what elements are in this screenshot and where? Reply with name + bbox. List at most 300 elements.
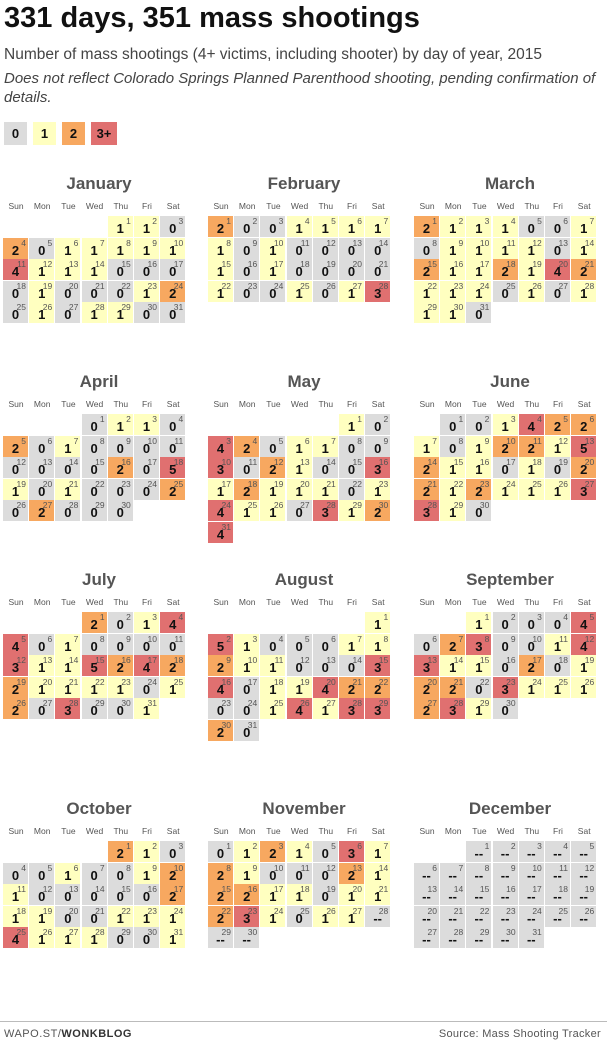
weekday-label: Sun: [213, 201, 229, 211]
day-cell: [55, 677, 80, 698]
day-count: 1: [449, 264, 457, 280]
day-number: 4: [252, 435, 258, 446]
day-count: 0: [11, 307, 20, 323]
day-count: 2: [422, 264, 431, 280]
day-number: 2: [252, 841, 258, 851]
day-number: 4: [510, 216, 516, 226]
day-count: 4: [216, 440, 225, 456]
day-number: 27: [584, 478, 595, 489]
day-cell: [29, 884, 54, 905]
day-cell: [493, 655, 518, 676]
day-cell: [519, 414, 544, 435]
weekday-label: Fri: [347, 399, 357, 409]
day-number: 25: [300, 280, 310, 291]
day-count: 0: [475, 505, 483, 521]
day-number: 23: [121, 676, 131, 687]
day-cell: [339, 436, 364, 457]
day-number: 9: [252, 237, 258, 248]
day-cell: [440, 500, 465, 521]
day-cell: [545, 884, 570, 905]
weekday-label: Wed: [290, 826, 309, 836]
day-number: 31: [247, 720, 258, 730]
day-cell: [29, 927, 54, 948]
day-number: 5: [21, 633, 26, 644]
day-number: 29: [121, 927, 131, 938]
day-number: 5: [331, 216, 336, 226]
day-number: 2: [252, 216, 258, 226]
day-cell: [55, 634, 80, 655]
day-count: 0: [475, 307, 483, 323]
day-count: 1: [553, 638, 562, 654]
weekday-label: Fri: [553, 201, 563, 211]
day-cell: [414, 698, 439, 719]
day-cell: [545, 634, 570, 655]
day-number: 19: [16, 478, 26, 489]
day-count: 0: [90, 638, 98, 654]
weekday-label: Thu: [318, 201, 334, 211]
day-number: 28: [453, 927, 464, 938]
day-cell: [287, 281, 312, 302]
day-number: 27: [68, 302, 79, 313]
day-cell: [545, 906, 570, 927]
day-count: 2: [216, 867, 225, 883]
day-number: 25: [273, 698, 284, 709]
day-cell: [134, 238, 159, 259]
month-august: [208, 570, 408, 775]
weekday-label: Tue: [266, 201, 281, 211]
day-count: 4: [142, 660, 151, 676]
day-count: 1: [269, 264, 277, 280]
subtitle: Number of mass shootings (4+ victims, including shooter) by day of year, 2015: [4, 46, 543, 63]
weekday-label: Sat: [371, 597, 385, 607]
day-cell: [313, 479, 338, 500]
day-count: 0: [295, 660, 303, 676]
day-count: 1: [475, 462, 483, 478]
day-cell: [287, 634, 312, 655]
day-number: 23: [378, 478, 389, 489]
day-number: 19: [16, 676, 26, 687]
day-number: 11: [17, 884, 26, 895]
day-number: 12: [584, 862, 595, 873]
day-number: 11: [274, 655, 284, 666]
day-count: 2: [347, 867, 356, 883]
day-cell: [3, 863, 28, 884]
day-cell: [3, 677, 28, 698]
month-title: December: [468, 799, 552, 818]
month-december: [414, 799, 607, 1004]
day-cell: [493, 884, 518, 905]
day-cell: [339, 457, 364, 478]
day-count: 0: [295, 242, 303, 258]
day-cell: [339, 216, 364, 237]
day-cell: [339, 677, 364, 698]
day-count: --: [500, 889, 510, 905]
day-number: 21: [453, 676, 464, 687]
day-count: 2: [11, 440, 20, 456]
day-number: 23: [506, 905, 516, 916]
day-cell: [160, 655, 185, 676]
day-cell: [414, 634, 439, 655]
day-count: 1: [449, 462, 457, 478]
day-number: 5: [21, 435, 26, 446]
day-count: 5: [90, 660, 98, 676]
day-cell: [234, 884, 259, 905]
day-number: 20: [326, 676, 336, 687]
day-count: 1: [64, 867, 72, 883]
day-cell: [29, 500, 54, 521]
day-number: 4: [178, 612, 184, 622]
day-number: 29: [479, 927, 490, 938]
day-cell: [365, 238, 390, 259]
day-cell: [208, 259, 233, 280]
day-count: 3: [580, 483, 588, 499]
day-count: 0: [116, 483, 124, 499]
day-cell: [493, 927, 518, 948]
day-number: 8: [432, 237, 437, 248]
day-count: --: [553, 910, 562, 926]
footer-source: Source: Mass Shooting Tracker: [438, 1028, 601, 1040]
day-number: 17: [147, 457, 157, 468]
day-cell: [339, 884, 364, 905]
day-number: 8: [226, 862, 231, 873]
day-cell: [466, 281, 491, 302]
day-count: 0: [116, 889, 124, 905]
day-count: 0: [38, 703, 46, 719]
day-cell: [82, 302, 107, 323]
day-count: 0: [243, 725, 251, 740]
day-cell: [108, 841, 133, 862]
weekday-label: Mon: [238, 826, 256, 836]
day-cell: [160, 238, 185, 259]
day-count: --: [474, 867, 484, 883]
day-cell: [29, 259, 54, 280]
day-number: 30: [147, 302, 157, 313]
day-number: 3: [278, 216, 284, 226]
day-count: 0: [295, 638, 303, 654]
day-number: 21: [427, 478, 437, 489]
day-cell: [493, 238, 518, 259]
day-number: 16: [147, 259, 157, 270]
day-number: 14: [427, 457, 437, 468]
day-cell: [466, 634, 491, 655]
day-count: 1: [347, 889, 356, 905]
day-count: 0: [321, 660, 329, 676]
day-number: 2: [152, 216, 157, 226]
day-number: 1: [99, 414, 105, 424]
weekday-label: Tue: [472, 597, 487, 607]
day-cell: [545, 479, 570, 500]
day-number: 9: [152, 862, 157, 873]
day-number: 3: [178, 216, 184, 226]
day-cell: [313, 698, 338, 719]
weekday-label: Wed: [85, 399, 104, 409]
weekday-label: Wed: [496, 597, 515, 607]
day-number: 19: [584, 655, 595, 666]
day-cell: [208, 655, 233, 676]
day-cell: [365, 479, 390, 500]
day-number: 3: [252, 633, 258, 644]
day-number: 13: [68, 259, 79, 270]
day-count: 3: [422, 660, 431, 676]
weekday-label: Mon: [33, 597, 51, 607]
day-number: 18: [247, 478, 258, 489]
day-number: 9: [126, 435, 131, 446]
day-count: 0: [169, 264, 177, 280]
day-cell: [208, 522, 233, 543]
day-cell: [29, 634, 54, 655]
day-count: 1: [269, 910, 277, 926]
day-number: 14: [68, 457, 79, 468]
day-cell: [55, 238, 80, 259]
day-number: 15: [221, 259, 231, 270]
day-cell: [365, 414, 390, 435]
day-cell: [55, 863, 80, 884]
day-count: 1: [38, 681, 46, 697]
day-cell: [108, 259, 133, 280]
day-cell: [134, 302, 159, 323]
day-count: 2: [216, 889, 225, 905]
day-number: 16: [221, 676, 231, 687]
day-number: 10: [273, 237, 284, 248]
month-july: [3, 570, 203, 775]
day-number: 3: [152, 612, 157, 622]
day-number: 29: [121, 302, 131, 313]
day-count: 0: [422, 638, 431, 654]
day-count: --: [526, 889, 536, 905]
day-number: 4: [304, 216, 310, 226]
day-cell: [160, 457, 185, 478]
day-cell: [29, 863, 54, 884]
day-cell: [339, 281, 364, 302]
day-cell: [287, 479, 312, 500]
day-count: 2: [422, 483, 431, 499]
day-cell: [234, 863, 259, 884]
day-number: 3: [152, 414, 157, 424]
day-count: 1: [269, 505, 277, 521]
day-count: 2: [580, 264, 588, 280]
day-count: --: [422, 932, 431, 948]
day-cell: [208, 281, 233, 302]
day-number: 5: [304, 633, 310, 644]
day-count: 0: [90, 462, 98, 478]
day-count: 1: [216, 285, 225, 301]
day-number: 10: [173, 862, 184, 873]
day-count: 0: [321, 242, 329, 258]
day-cell: [160, 841, 185, 862]
month-title: February: [267, 174, 341, 193]
day-cell: [440, 927, 465, 948]
day-number: 16: [378, 457, 389, 468]
day-number: 21: [378, 884, 389, 895]
day-cell: [414, 927, 439, 948]
weekday-label: Mon: [238, 201, 256, 211]
month-may: [208, 372, 408, 577]
day-count: 0: [243, 703, 251, 719]
day-count: 0: [295, 505, 303, 521]
day-cell: [260, 677, 285, 698]
day-cell: [3, 479, 28, 500]
day-cell: [55, 479, 80, 500]
day-count: --: [579, 846, 589, 861]
month-february: [208, 174, 408, 379]
day-number: 21: [352, 676, 362, 687]
day-cell: [82, 457, 107, 478]
day-count: 1: [216, 483, 225, 499]
day-count: 1: [216, 242, 225, 258]
month-title: November: [262, 799, 346, 818]
day-cell: [493, 259, 518, 280]
day-cell: [519, 479, 544, 500]
day-cell: [571, 479, 596, 500]
day-number: 11: [174, 633, 184, 644]
day-count: 2: [243, 889, 251, 905]
legend-swatch: 2: [62, 122, 85, 145]
day-number: 17: [147, 655, 157, 666]
day-count: 1: [64, 264, 72, 280]
day-number: 18: [558, 655, 568, 666]
day-number: 11: [174, 435, 184, 446]
day-count: 1: [90, 932, 98, 948]
day-count: 0: [269, 221, 277, 236]
day-number: 11: [300, 237, 310, 248]
day-number: 20: [352, 884, 362, 895]
day-count: 1: [501, 242, 509, 258]
day-cell: [339, 655, 364, 676]
day-count: 1: [374, 889, 382, 905]
day-number: 2: [383, 414, 389, 424]
day-count: 1: [295, 681, 303, 697]
month-title: January: [66, 174, 132, 193]
day-cell: [414, 906, 439, 927]
day-number: 15: [479, 655, 490, 666]
day-number: 26: [42, 927, 53, 938]
day-number: 5: [278, 435, 284, 446]
day-cell: [466, 655, 491, 676]
day-count: 2: [422, 703, 431, 719]
day-count: 0: [11, 285, 20, 301]
day-cell: [29, 238, 54, 259]
day-cell: [108, 634, 133, 655]
day-count: 0: [169, 846, 177, 861]
day-number: 13: [427, 884, 437, 895]
day-cell: [414, 500, 439, 521]
day-count: 0: [38, 889, 46, 905]
day-number: 3: [278, 841, 284, 851]
day-number: 23: [247, 905, 258, 916]
day-count: 0: [553, 617, 562, 632]
day-cell: [134, 677, 159, 698]
day-count: 1: [116, 910, 124, 926]
day-number: 19: [300, 676, 310, 687]
day-cell: [313, 863, 338, 884]
weekday-label: Sun: [8, 826, 24, 836]
day-count: 3: [347, 846, 356, 861]
day-number: 17: [532, 884, 542, 895]
day-cell: [234, 216, 259, 237]
day-count: 1: [142, 617, 151, 632]
month-september: [414, 570, 607, 775]
day-number: 20: [352, 259, 362, 270]
day-number: 12: [300, 655, 310, 666]
weekday-label: Fri: [347, 597, 357, 607]
weekday-label: Sun: [419, 399, 435, 409]
day-cell: [108, 436, 133, 457]
weekday-label: Thu: [318, 597, 334, 607]
day-count: --: [422, 889, 431, 905]
day-number: 17: [173, 259, 184, 270]
day-count: 4: [553, 264, 562, 280]
day-number: 15: [479, 884, 490, 895]
day-cell: [55, 655, 80, 676]
month-march: [414, 174, 607, 379]
day-cell: [108, 927, 133, 948]
day-count: 2: [501, 440, 509, 456]
day-cell: [108, 500, 133, 521]
day-count: 1: [321, 910, 329, 926]
weekday-label: Sun: [8, 399, 24, 409]
weekday-label: Mon: [444, 399, 462, 409]
day-number: 29: [378, 698, 389, 709]
day-cell: [545, 612, 570, 633]
day-cell: [313, 259, 338, 280]
day-count: 2: [501, 264, 509, 280]
weekday-label: Sat: [166, 201, 180, 211]
day-count: 0: [347, 462, 356, 478]
day-cell: [440, 698, 465, 719]
weekday-label: Thu: [524, 826, 540, 836]
day-number: 28: [378, 280, 389, 291]
day-number: 15: [121, 259, 131, 270]
day-number: 30: [506, 698, 516, 709]
weekday-label: Sat: [577, 201, 591, 211]
day-count: 1: [449, 505, 457, 521]
day-count: 2: [90, 617, 98, 632]
day-count: 2: [216, 660, 225, 676]
day-count: 1: [449, 242, 457, 258]
day-cell: [365, 457, 390, 478]
day-cell: [160, 302, 185, 323]
day-cell: [313, 281, 338, 302]
day-number: 16: [121, 457, 131, 468]
weekday-label: Sun: [419, 201, 435, 211]
day-cell: [29, 906, 54, 927]
day-cell: [440, 436, 465, 457]
day-cell: [313, 500, 338, 521]
day-cell: [134, 655, 159, 676]
day-number: 21: [95, 905, 105, 916]
day-number: 15: [95, 655, 105, 666]
day-number: 2: [126, 612, 131, 622]
day-number: 10: [147, 435, 157, 446]
day-cell: [234, 457, 259, 478]
day-count: 0: [295, 867, 303, 883]
day-count: 1: [553, 440, 562, 456]
footer-credit[interactable]: [4, 1028, 132, 1040]
day-number: 12: [532, 237, 542, 248]
day-cell: [493, 436, 518, 457]
day-cell: [571, 612, 596, 633]
day-number: 2: [458, 216, 464, 226]
day-cell: [260, 906, 285, 927]
day-cell: [414, 302, 439, 323]
day-count: 0: [90, 483, 98, 499]
day-number: 7: [458, 633, 464, 644]
day-cell: [260, 281, 285, 302]
day-cell: [339, 863, 364, 884]
day-cell: [493, 698, 518, 719]
day-count: 0: [142, 264, 151, 280]
day-cell: [234, 698, 259, 719]
